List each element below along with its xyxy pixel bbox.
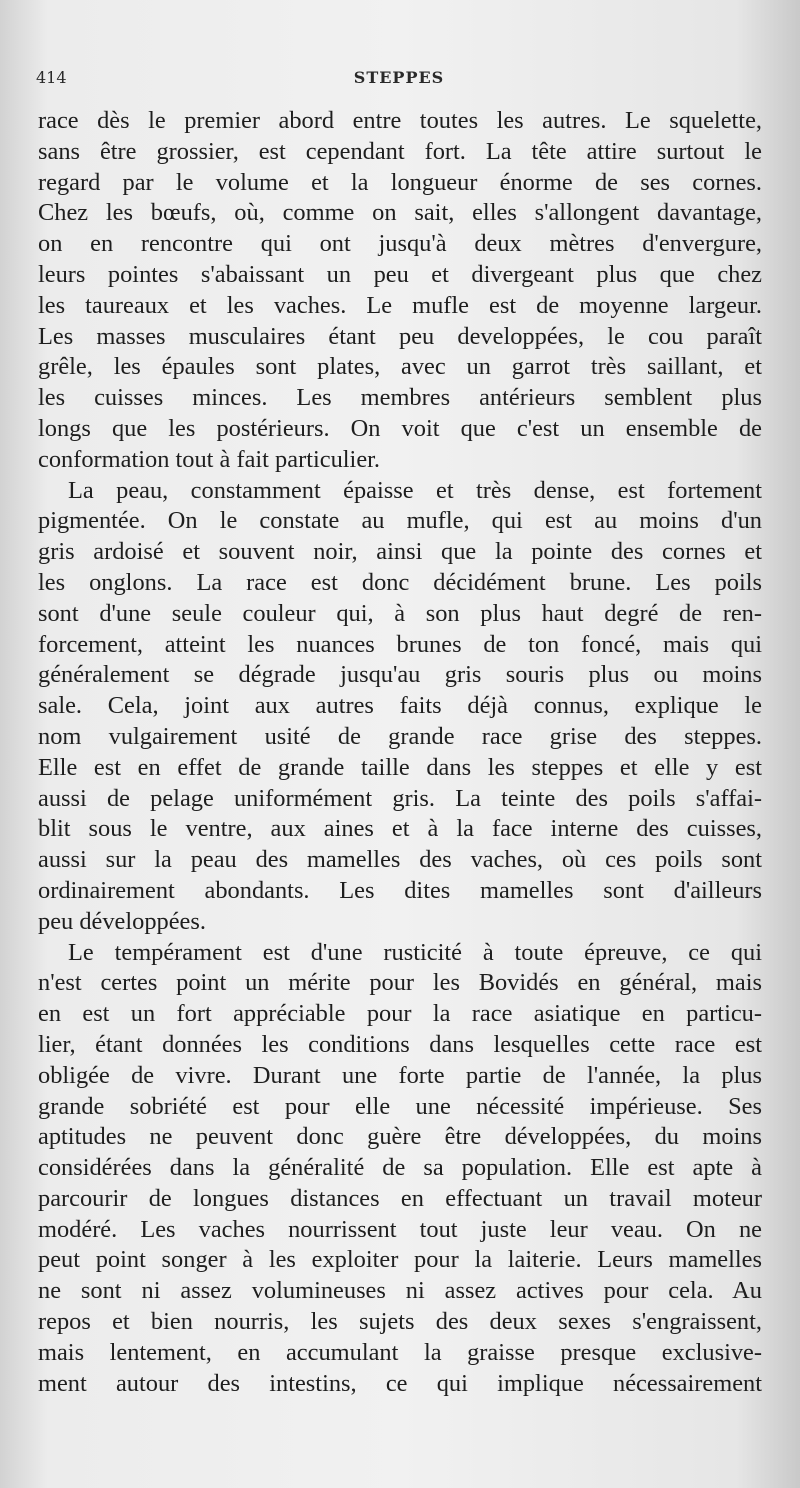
paragraph	[38, 106, 762, 476]
text-line: n'est certes point un mérite pour les Bovidés en général, mais	[38, 969, 762, 997]
text-line: en est un fort appréciable pour la race asiatique en particu-	[38, 1000, 762, 1028]
text-line: les cuisses minces. Les membres antérieurs semblent plus	[38, 384, 762, 412]
text-line: ordinairement abondants. Les dites mamelles sont d'ailleurs	[38, 876, 762, 904]
paragraph	[38, 938, 762, 1400]
text-line: blit sous le ventre, aux aines et à la face interne des cuisses,	[38, 815, 762, 843]
text-line: considérées dans la généralité de sa population. Elle est apte à	[38, 1154, 762, 1182]
text-line: mais lentement, en accumulant la graisse presque exclusive-	[38, 1338, 762, 1366]
running-title: STEPPES	[353, 68, 445, 87]
text-line: sale. Cela, joint aux autres faits déjà connus, explique le	[38, 692, 762, 720]
text-line: repos et bien nourris, les sujets des deux sexes s'engraissent,	[38, 1308, 762, 1336]
text-line: nom vulgairement usité de grande race grise des steppes.	[38, 722, 762, 750]
running-head	[36, 68, 762, 98]
text-line: lier, étant données les conditions dans lesquelles cette race est	[38, 1030, 762, 1058]
text-line: on en rencontre qui ont jusqu'à deux mètres d'envergure,	[38, 230, 762, 258]
text-line: regard par le volume et la longueur énorme de ses cornes.	[38, 168, 762, 196]
text-line: Les masses musculaires étant peu developpées, le cou paraît	[38, 322, 762, 350]
text-line: parcourir de longues distances en effectuant un travail moteur	[38, 1184, 762, 1212]
page-number: 414	[36, 68, 67, 87]
text-line: Elle est en effet de grande taille dans les steppes et elle y est	[38, 753, 762, 781]
text-line: Le tempérament est d'une rusticité à toute épreuve, ce qui	[68, 938, 762, 966]
text-line: race dès le premier abord entre toutes les autres. Le squelette,	[38, 107, 762, 134]
text-line: les taureaux et les vaches. Le mufle est de moyenne largeur.	[38, 291, 762, 319]
text-line: La peau, constamment épaisse et très dense, est fortement	[68, 476, 762, 504]
text-line: aptitudes ne peuvent donc guère être développées, du moins	[38, 1123, 762, 1151]
text-line: grêle, les épaules sont plates, avec un garrot très saillant, et	[38, 353, 762, 381]
text-line: ment autour des intestins, ce qui implique nécessairement	[38, 1369, 762, 1397]
text-line: les onglons. La race est donc décidément brune. Les poils	[38, 568, 762, 596]
text-line: grande sobriété est pour elle une nécessité impérieuse. Ses	[38, 1092, 762, 1120]
text-line: Chez les bœufs, où, comme on sait, elles s'allongent davantage,	[38, 199, 762, 227]
text-line: leurs pointes s'abaissant un peu et divergeant plus que chez	[38, 260, 762, 288]
body-text	[38, 106, 762, 1399]
text-line: forcement, atteint les nuances brunes de ton foncé, mais qui	[38, 630, 762, 658]
text-line: aussi sur la peau des mamelles des vaches, où ces poils sont	[38, 846, 762, 874]
paragraph	[38, 476, 762, 938]
text-line: sans être grossier, est cependant fort. La tête attire surtout le	[38, 137, 762, 165]
text-line: peu développées.	[38, 907, 206, 935]
text-line: gris ardoisé et souvent noir, ainsi que la pointe des cornes et	[38, 538, 762, 566]
text-line: obligée de vivre. Durant une forte partie de l'année, la plus	[38, 1061, 762, 1089]
text-line: aussi de pelage uniformément gris. La teinte des poils s'affai-	[38, 784, 762, 812]
text-line: longs que les postérieurs. On voit que c'est un ensemble de	[38, 414, 762, 442]
text-line: conformation tout à fait particulier.	[38, 445, 381, 473]
text-line: généralement se dégrade jusqu'au gris souris plus ou moins	[38, 661, 762, 689]
text-line: peut point songer à les exploiter pour la laiterie. Leurs mamelles	[38, 1246, 762, 1274]
text-line: ne sont ni assez volumineuses ni assez actives pour cela. Au	[38, 1277, 762, 1305]
text-line: modéré. Les vaches nourrissent tout juste leur veau. On ne	[38, 1215, 762, 1243]
text-line: sont d'une seule couleur qui, à son plus haut degré de ren-	[38, 599, 762, 627]
text-line: pigmentée. On le constate au mufle, qui est au moins d'un	[38, 507, 762, 535]
